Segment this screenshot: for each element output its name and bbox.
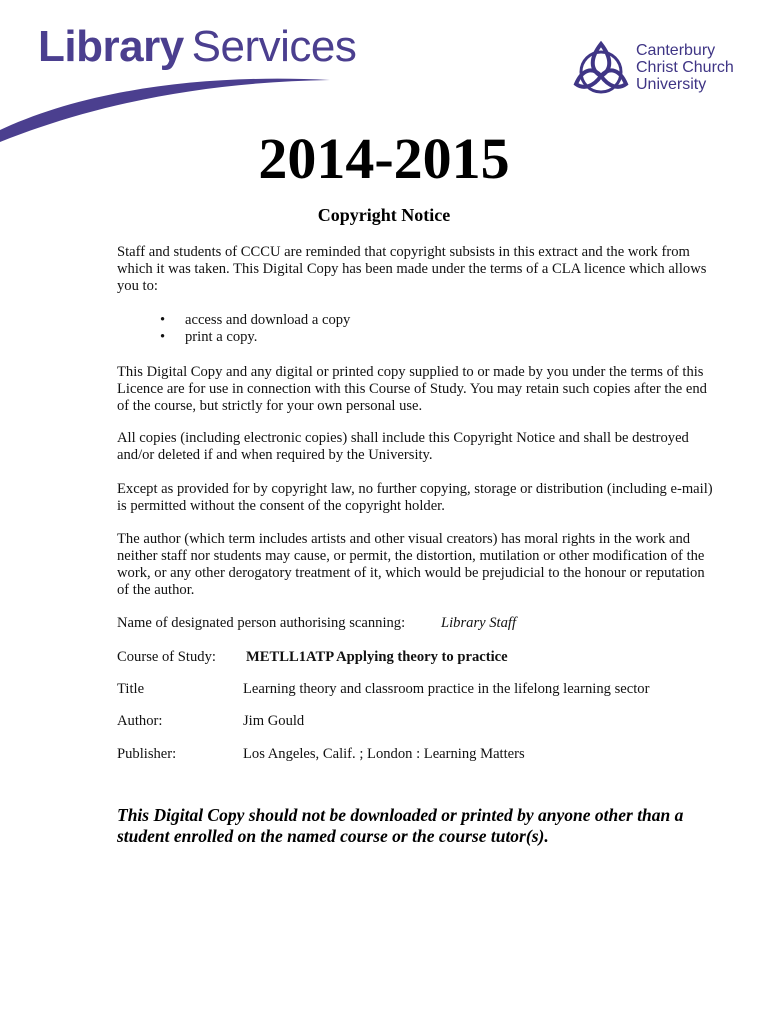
usage-warning: This Digital Copy should not be downloaded or printed by anyone other than a student enrolled on the named course or the course tutor(s). [117,805,684,846]
university-logo [572,40,762,96]
logo-word-library: Library [38,22,184,71]
title-value: Learning theory and classroom practice in the lifelong learning sector [243,681,650,697]
publisher-label: Publisher: [117,746,177,762]
course-label: Course of Study: [117,649,216,665]
university-emblem-icon [572,40,630,96]
moral-rights-paragraph: The author (which term includes artists and other visual creators) has moral rights in the work and neither staff nor students may cause, or permit, the distortion, mutilation or other modification of the work, or any other derogatory treatment of it, which would be prejudicial to the honour or reputation of the author. [117,531,705,598]
copyright-notice-heading: Copyright Notice [317,205,451,225]
university-name-line3: University [636,76,707,93]
list-item-text: access and download a copy [185,312,351,328]
academic-year-title: 2014-2015 [258,126,510,191]
retain-copies-paragraph: This Digital Copy and any digital or printed copy supplied to or made by you under the terms of this Licence are for use in connection with this Course of Study. You may retain such copies after the end of the course, but strictly for your own personal use. [117,364,707,414]
title-label: Title [117,681,145,697]
scan-authoriser-row [117,615,517,632]
university-name-line2: Christ Church [636,59,734,76]
no-further-copying-paragraph: Except as provided for by copyright law, no further copying, storage or distribution (including e-mail) is permitted without the consent of the copyright holder. [117,481,713,514]
bullet-icon: • [160,329,166,345]
author-label: Author: [117,713,163,729]
publisher-row [117,746,525,763]
university-name [636,42,734,93]
scan-authoriser-value: Library Staff [441,615,517,631]
permission-list [117,312,677,346]
author-row [117,713,305,730]
bullet-icon: • [160,312,166,328]
list-item [117,329,677,346]
intro-paragraph: Staff and students of CCCU are reminded that copyright subsists in this extract and the work from which it was taken. This Digital Copy has been made under the terms of a CLA licence which allows you to: [117,244,707,294]
publisher-value: Los Angeles, Calif. ; London : Learning Matters [243,746,525,762]
course-row [117,649,508,666]
author-value: Jim Gould [243,713,305,729]
course-value: METLL1ATP Applying theory to practice [246,649,508,665]
logo-word-services: Services [191,22,357,71]
list-item [117,312,677,329]
list-item-text: print a copy. [185,329,258,345]
title-row [117,681,650,698]
copies-include-notice-paragraph: All copies (including electronic copies) shall include this Copyright Notice and shall be destroyed and/or deleted if and when required by the University. [117,430,689,463]
university-name-line1: Canterbury [636,42,716,59]
scan-authoriser-label: Name of designated person authorising scanning: [117,615,406,631]
